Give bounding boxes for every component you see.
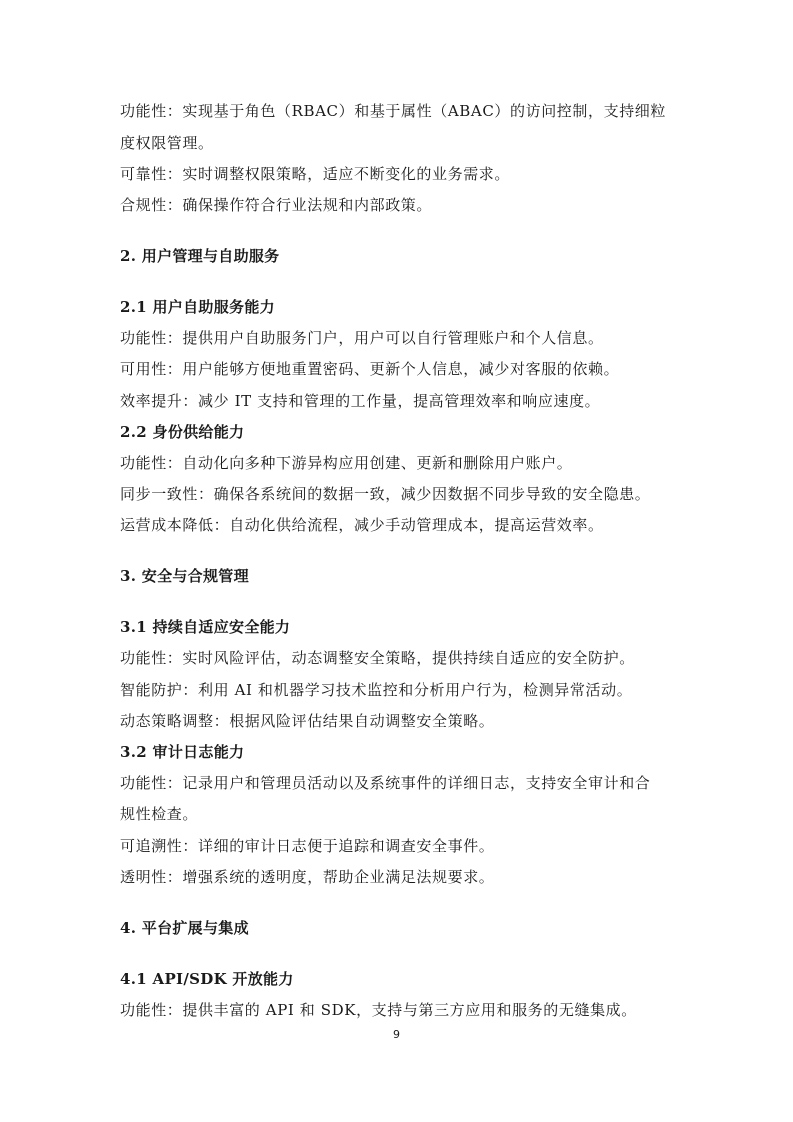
subsection-heading: 4.1 API/SDK 开放能力: [120, 970, 294, 988]
subsection-heading: 3.2 审计日志能力: [120, 743, 245, 761]
page-number: 9: [393, 1028, 400, 1041]
subsection-heading: 2.2 身份供给能力: [120, 423, 245, 441]
body-line: 效率提升：减少 IT 支持和管理的工作量，提高管理效率和响应速度。: [120, 392, 601, 410]
body-line: 功能性：自动化向多种下游异构应用创建、更新和删除用户账户。: [120, 454, 573, 472]
section-heading: 3. 安全与合规管理: [120, 567, 249, 585]
body-line: 可用性：用户能够方便地重置密码、更新个人信息，减少对客服的依赖。: [120, 360, 620, 378]
body-line: 度权限管理。: [120, 134, 214, 152]
body-line: 同步一致性：确保各系统间的数据一致，减少因数据不同步导致的安全隐患。: [120, 485, 651, 503]
body-line: 可靠性：实时调整权限策略，适应不断变化的业务需求。: [120, 165, 511, 183]
body-line: 透明性：增强系统的透明度，帮助企业满足法规要求。: [120, 868, 495, 886]
subsection-heading: 2.1 用户自助服务能力: [120, 298, 275, 316]
body-line: 功能性：提供丰富的 API 和 SDK，支持与第三方应用和服务的无缝集成。: [120, 1001, 637, 1019]
body-line: 合规性：确保操作符合行业法规和内部政策。: [120, 196, 433, 214]
body-line: 智能防护：利用 AI 和机器学习技术监控和分析用户行为，检测异常活动。: [120, 681, 633, 699]
body-line: 规性检查。: [120, 805, 199, 823]
body-line: 功能性：实现基于角色（RBAC）和基于属性（ABAC）的访问控制，支持细粒: [120, 102, 666, 120]
body-line: 功能性：记录用户和管理员活动以及系统事件的详细日志，支持安全审计和合: [120, 774, 651, 792]
body-line: 功能性：实时风险评估，动态调整安全策略，提供持续自适应的安全防护。: [120, 649, 635, 667]
body-line: 动态策略调整：根据风险评估结果自动调整安全策略。: [120, 712, 495, 730]
body-line: 可追溯性：详细的审计日志便于追踪和调查安全事件。: [120, 837, 495, 855]
subsection-heading: 3.1 持续自适应安全能力: [120, 618, 291, 636]
body-line: 功能性：提供用户自助服务门户，用户可以自行管理账户和个人信息。: [120, 329, 604, 347]
section-heading: 4. 平台扩展与集成: [120, 919, 249, 937]
section-heading: 2. 用户管理与自助服务: [120, 247, 280, 265]
body-line: 运营成本降低：自动化供给流程，减少手动管理成本，提高运营效率。: [120, 516, 604, 534]
